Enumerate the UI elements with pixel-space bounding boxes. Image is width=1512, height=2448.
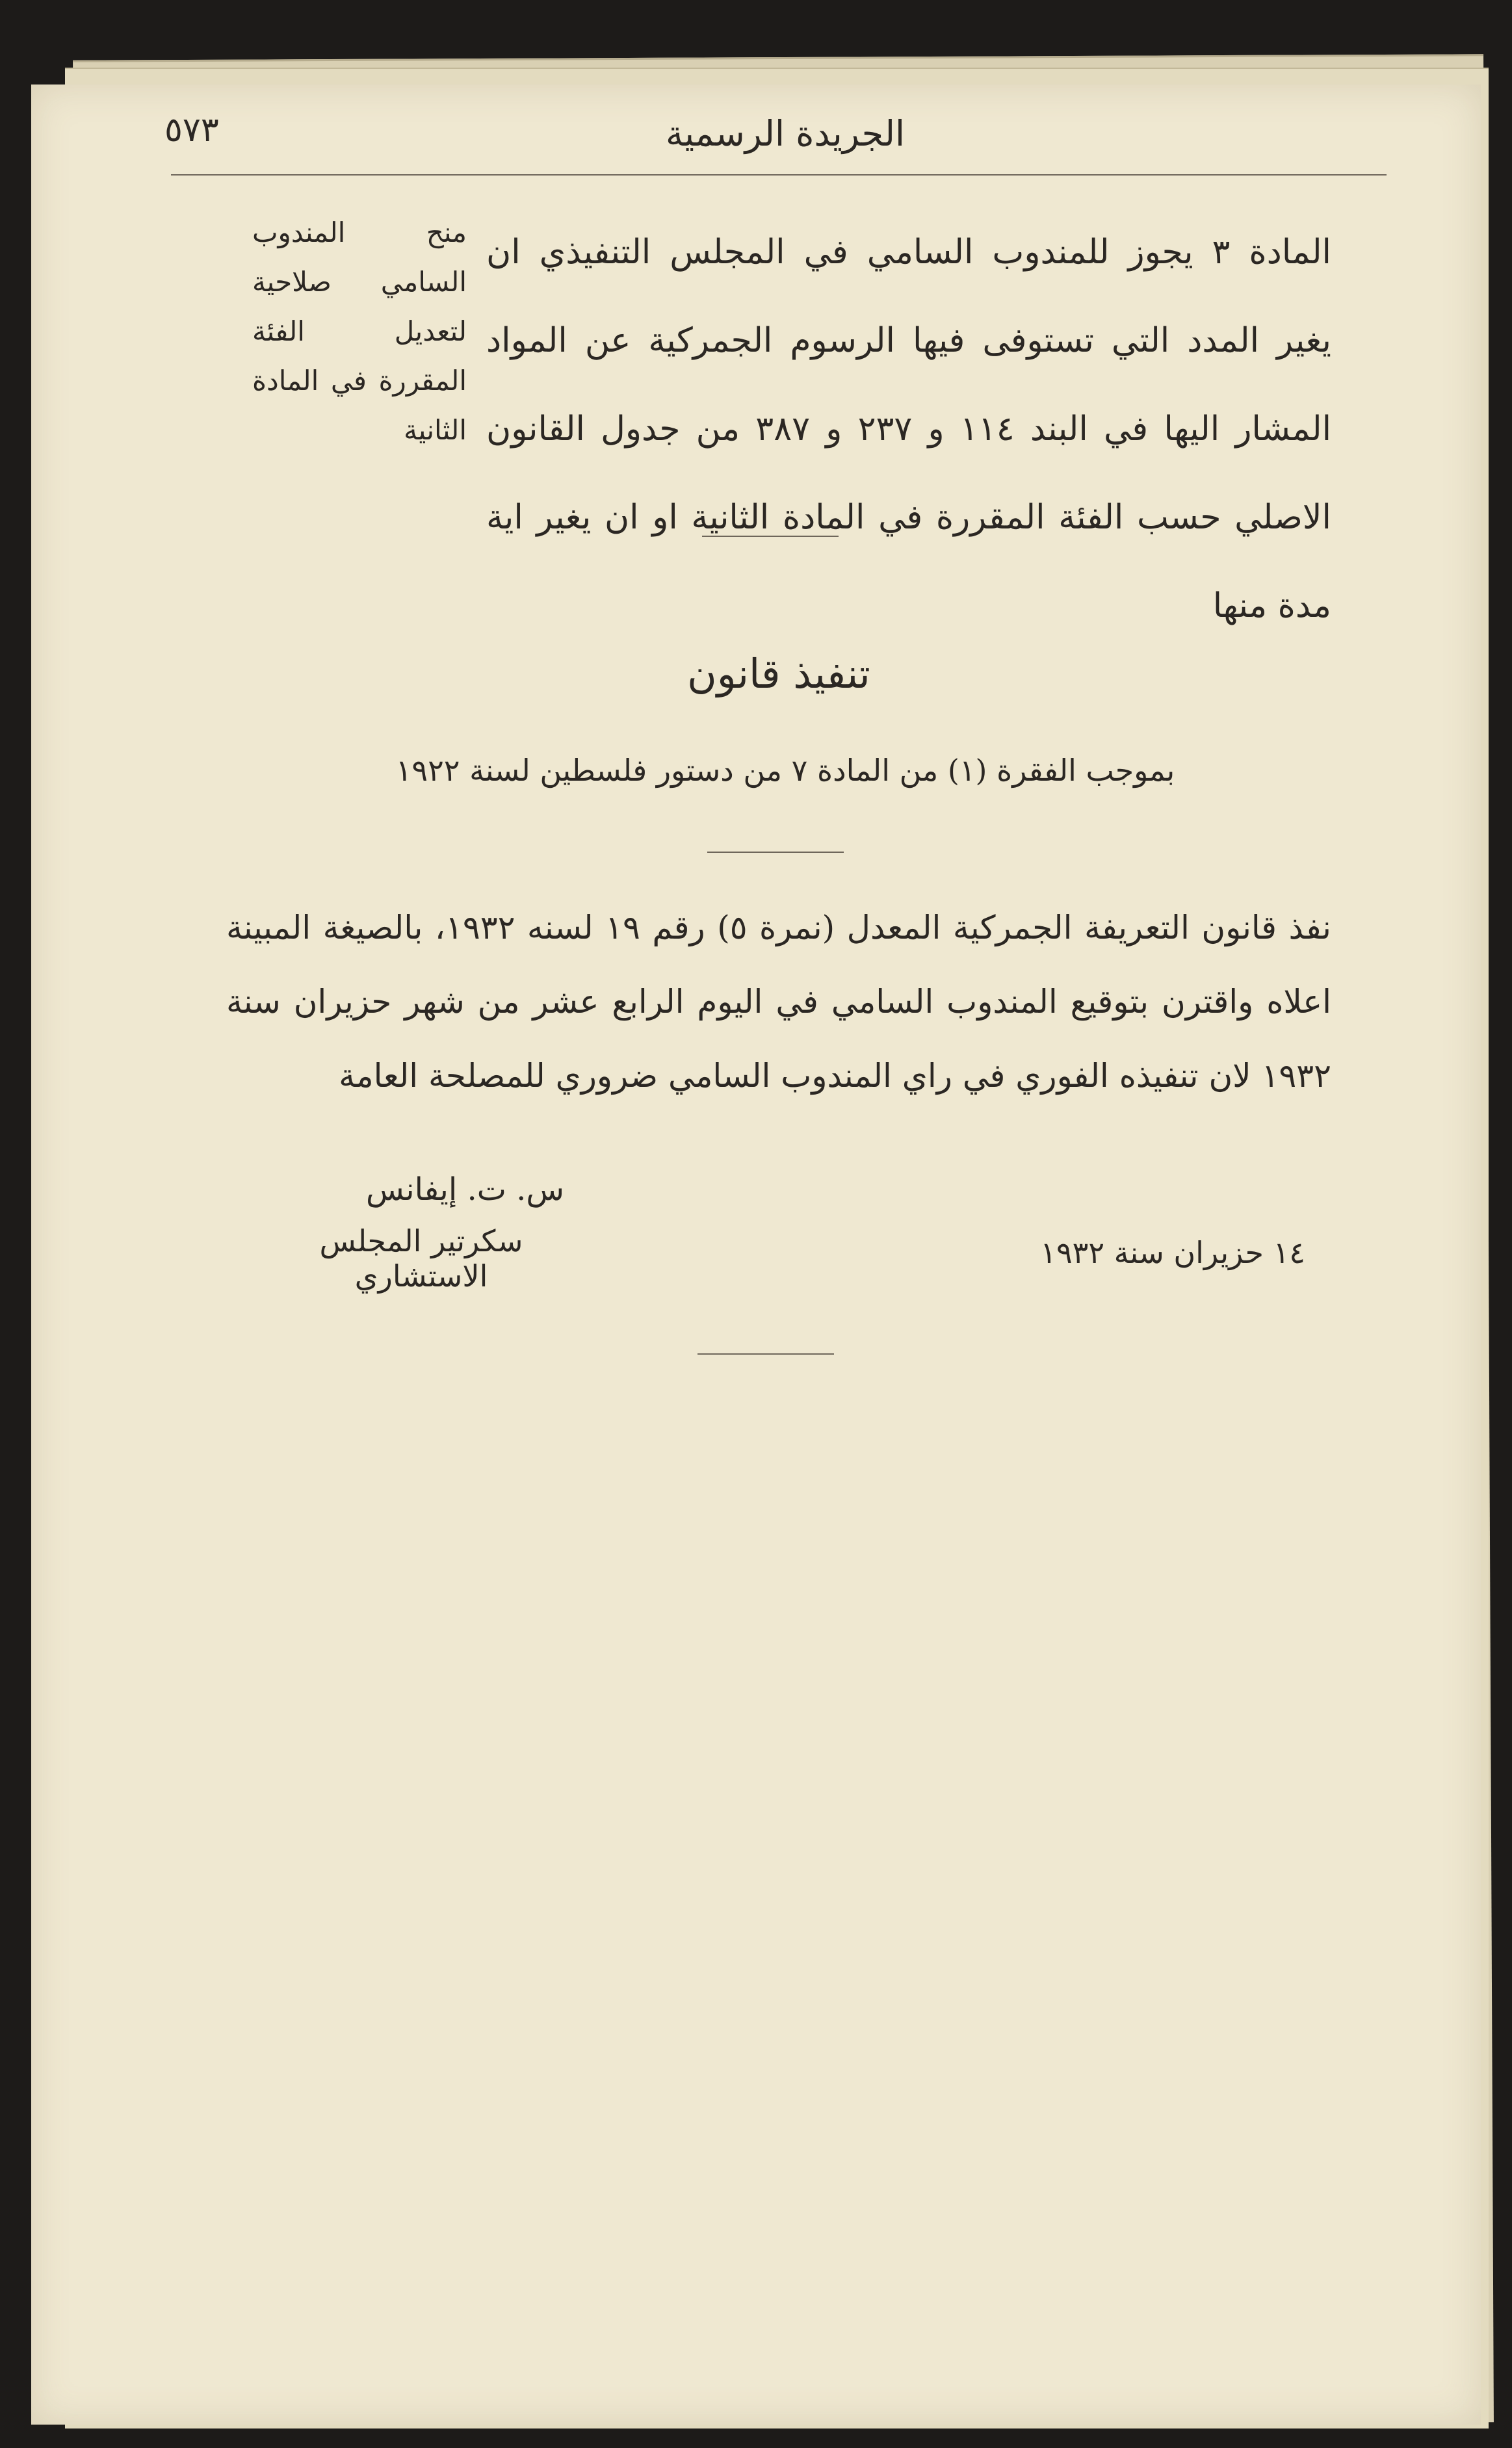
section-title: تنفيذ قانون — [687, 650, 870, 697]
closing-divider — [697, 1353, 834, 1355]
margin-note: منح المندوب السامي صلاحية لتعديل الفئة المقررة في المادة الثانية — [252, 216, 467, 446]
header-rule — [171, 174, 1387, 176]
signer-name: س. ت. إيفانس — [366, 1171, 564, 1208]
running-head: الجريدة الرسمية — [666, 113, 905, 154]
gazette-page — [31, 85, 1481, 2425]
section-divider — [702, 536, 839, 537]
article-3-text: المادة ٣ يجوز للمندوب السامي في المجلس التنفيذي ان يغير المدد التي تستوفى فيها الرسوم الجمركية عن المواد المشار اليها في البند ١١٤ و ٢٣٧ و ٣٨٧ من جدول القانون الاصلي حسب الفئة المقررة في المادة الثانية او ان يغير اية مدة منها — [486, 233, 1332, 625]
enactment-authority: بموجب الفقرة (١) من المادة ٧ من دستور فلسطين لسنة ١٩٢٢ — [395, 753, 1175, 788]
signature-date: ١٤ حزيران سنة ١٩٣٢ — [1040, 1235, 1305, 1270]
section-divider — [707, 852, 844, 853]
page-number: ٥٧٣ — [164, 111, 219, 150]
signer-title: سكرتير المجلس الاستشاري — [319, 1223, 523, 1294]
enforcement-body: نفذ قانون التعريفة الجمركية المعدل (نمرة ٥) رقم ١٩ لسنه ١٩٣٢، بالصيغة المبينة اعلاه واقترن بتوقيع المندوب السامي في اليوم الرابع عشر من شهر حزيران سنة ١٩٣٢ لان تنفيذه الفوري في راي المندوب السامي ضروري للمصلحة العامة — [226, 909, 1331, 1095]
